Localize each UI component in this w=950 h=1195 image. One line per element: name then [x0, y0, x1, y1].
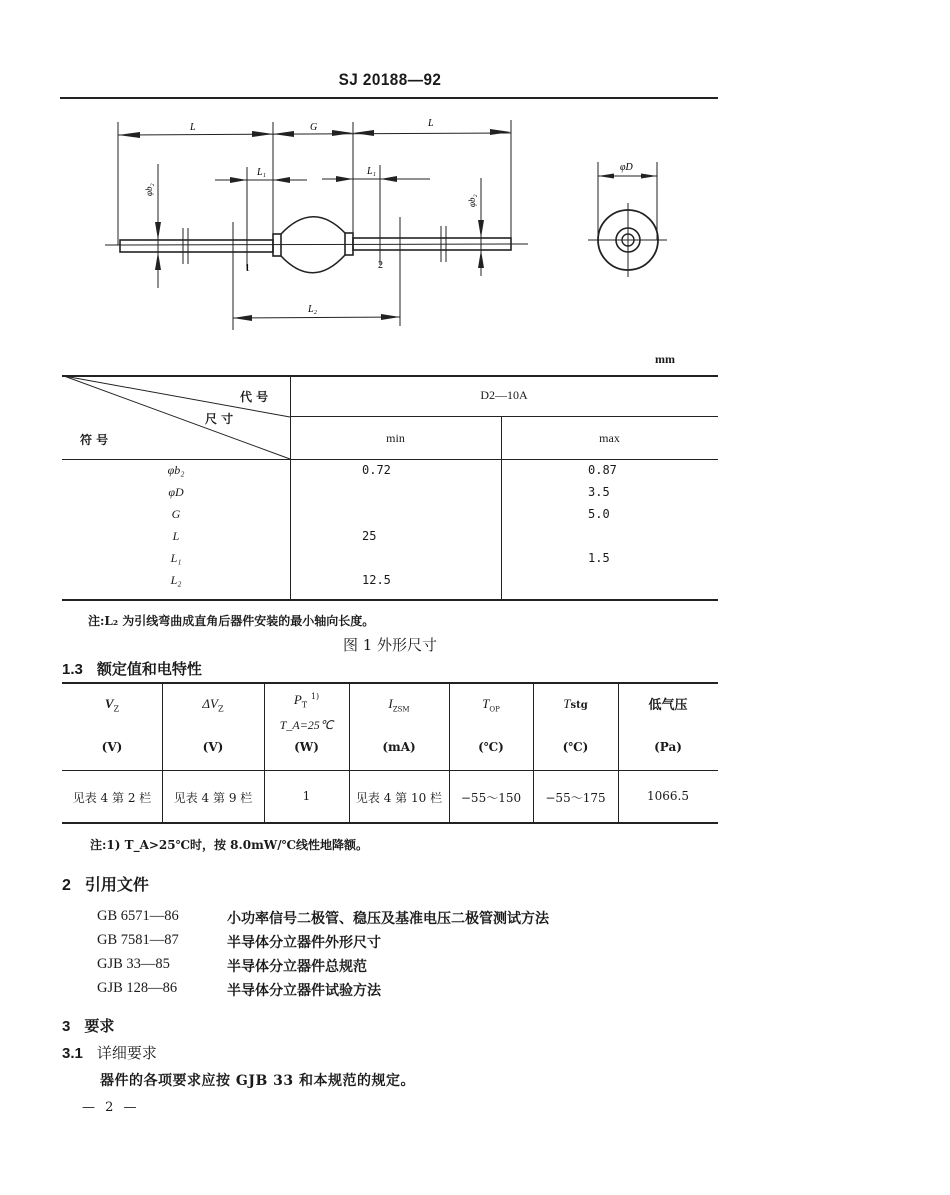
header-tstg: Tstg: [563, 696, 588, 711]
reference-code: GB 7581—87: [97, 932, 179, 948]
header-pt: $P_T$ $^{1)}$: [293, 692, 320, 710]
label-G: G: [310, 122, 318, 133]
header-low-pressure: 低气压: [648, 698, 688, 713]
section-number: 2: [62, 877, 71, 894]
label-L-left: L: [190, 122, 196, 133]
unit-izsm: (mA): [382, 740, 416, 754]
reference-code: GJB 128—86: [97, 980, 178, 996]
reference-title: 半导体分立器件总规范: [227, 959, 367, 975]
header-size: 尺 寸: [205, 412, 234, 426]
reference-code: GB 6571—86: [97, 908, 179, 924]
table-bottom-rule: [62, 599, 718, 601]
figure-caption: 图 1 外形尺寸: [342, 636, 438, 654]
unit-tstg: (℃): [562, 740, 589, 754]
reference-item: [97, 932, 549, 956]
figure-side-view: [100, 110, 540, 344]
label-pin-1: 1: [245, 263, 250, 274]
section-title: 引用文件: [84, 875, 149, 894]
label-pin-2: 2: [378, 260, 383, 271]
label-phi-b2-left: φb₂: [144, 183, 154, 196]
unit-low-pressure: (Pa): [654, 740, 682, 754]
section-heading-1-3: [62, 658, 202, 679]
header-rule: [60, 97, 718, 99]
table-bottom-rule: [62, 822, 718, 824]
header-vz: $V_Z$: [104, 696, 120, 714]
reference-item: [97, 956, 549, 980]
section-title: 额定值和电特性: [96, 660, 202, 678]
reference-title: 半导体分立器件外形尺寸: [227, 935, 381, 951]
section-heading-3-1: [62, 1042, 157, 1063]
header-delta-vz: $\Delta V_Z$: [202, 696, 224, 714]
reference-item: [97, 980, 549, 1004]
unit-pt: (W): [294, 740, 319, 754]
header-top: $T_{OP}$: [482, 696, 500, 714]
figure-end-view: [570, 150, 720, 294]
reference-list: [97, 908, 549, 1004]
table-top-rule: [62, 682, 718, 684]
label-L2: L₂: [308, 304, 318, 315]
section-heading-3: [62, 1015, 114, 1036]
reference-title: 小功率信号二极管、稳压及基准电压二极管测试方法: [227, 911, 549, 927]
ratings-table: $V_Z$ (V) $\Delta V_Z$ (V) $P_T$ $^{1)}$ T_A=25℃ (W) $I_{ZSM}$ (mA) $T_{OP}$ (℃) Tstg (℃) 低气压 (Pa) 见表 4 第 2 栏 见表 4 第 9 栏 1 见表 4 第 10 栏 −55～150 −55～175 1066.5: [62, 682, 718, 824]
section-number: 1.3: [62, 661, 83, 678]
unit-delta-vz: (V): [202, 740, 224, 754]
label-L1-left: L₁: [257, 167, 267, 178]
model-name: D2—10A: [480, 388, 528, 402]
reference-item: [97, 908, 549, 932]
label-L1-right: L₁: [367, 166, 377, 177]
paragraph-3-1: 器件的各项要求应按 GJB 33 和本规范的规定。: [100, 1073, 416, 1089]
ratings-note: 注:1) T_A>25℃时，按 8.0mW/℃线性地降额。: [90, 838, 368, 852]
unit-vz: (V): [101, 740, 123, 754]
section-heading-2: [62, 872, 149, 895]
table-sub-rule: [290, 416, 718, 417]
header-code: 代 号: [240, 390, 269, 404]
section-title: 要求: [84, 1017, 115, 1035]
label-phi-D: φD: [620, 162, 633, 173]
header-izsm: $I_{ZSM}$: [388, 696, 410, 714]
table-header-rule: [62, 770, 718, 771]
label-L-right: L: [428, 118, 434, 129]
col-max: max: [599, 431, 620, 445]
unit-label: mm: [655, 352, 675, 366]
condition-ta: T_A=25℃: [279, 718, 334, 732]
page-number: — 2 —: [82, 1100, 140, 1115]
section-number: 3: [62, 1018, 71, 1035]
figure-note: 注:L₂ 为引线弯曲成直角后器件安装的最小轴向长度。: [88, 614, 375, 628]
section-number: 3.1: [62, 1045, 83, 1062]
reference-title: 半导体分立器件试验方法: [227, 983, 381, 999]
reference-code: GJB 33—85: [97, 956, 170, 972]
document-number: SJ 20188—92: [338, 70, 442, 89]
label-phi-b2-right: φb₂: [467, 194, 477, 207]
unit-top: (℃): [478, 740, 504, 754]
header-symbol: 符 号: [80, 433, 109, 447]
dimension-table: 代 号 尺 寸 符 号 D2—10A min max φb₂ 0.72 0.87 φD 3.5 G 5.0 L 25 L₁ 1.5 L₂ 12.5: [62, 375, 718, 605]
col-min: min: [386, 431, 405, 445]
section-title: 详细要求: [96, 1044, 157, 1062]
